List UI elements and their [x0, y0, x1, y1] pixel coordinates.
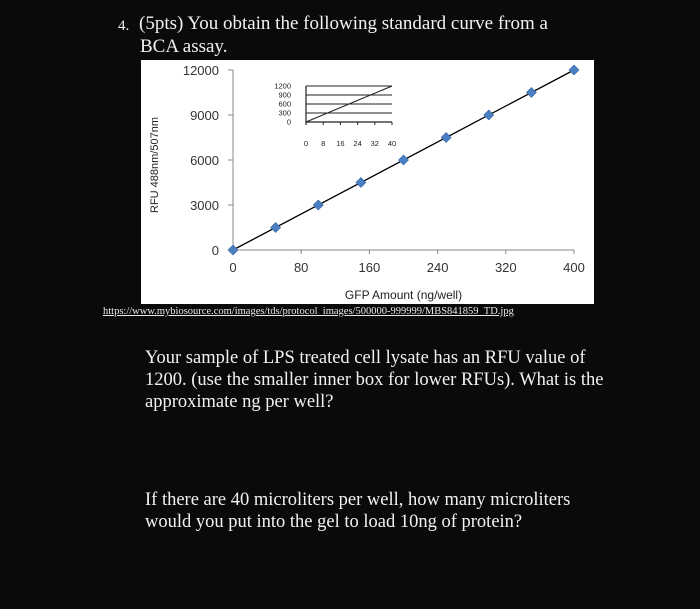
x-tick-label: 240 [426, 260, 449, 275]
standard-curve-chart [141, 60, 594, 304]
x-tick-label: 160 [358, 260, 381, 275]
inset-x-tick-label: 16 [336, 139, 345, 148]
prompt-volume-question: If there are 40 microliters per well, how many microliters would you put into the gel to load 10ng of protein? [145, 490, 571, 532]
data-point-marker [313, 200, 323, 210]
inset-x-tick-label: 24 [353, 139, 362, 148]
inset-y-tick-label: 0 [286, 117, 291, 127]
standard-curve-svg [141, 60, 594, 304]
data-point-marker [228, 245, 238, 255]
question-line-1: (5pts) You obtain the following standard curve from a [139, 13, 548, 34]
data-point-marker [441, 133, 451, 143]
prompt-rfu-question: Your sample of LPS treated cell lysate has an RFU value of 1200. (use the smaller inner box for lower RFUs). What is the approximate ng per well? [145, 348, 604, 412]
inset-x-tick-label: 0 [303, 139, 309, 148]
source-url-link[interactable]: https://www.mybiosource.com/images/tds/protocol_images/500000-999999/MBS841859_TD.jpg [103, 306, 514, 317]
inset-y-tick-label: 600 [278, 99, 291, 109]
y-axis-title: RFU 488nm/507nm [149, 117, 161, 213]
inset-x-tick-label: 40 [387, 139, 397, 148]
x-tick-label: 0 [229, 260, 237, 275]
y-tick-label: 9000 [190, 108, 219, 123]
question-line-2: BCA assay. [140, 36, 228, 57]
data-point-marker [526, 88, 536, 98]
y-tick-label: 6000 [190, 153, 219, 168]
inset-y-tick-label: 1200 [274, 81, 291, 91]
x-tick-label: 400 [563, 260, 585, 275]
data-point-marker [271, 223, 281, 233]
y-tick-label: 0 [211, 243, 219, 258]
data-point-marker [356, 178, 366, 188]
data-point-marker [569, 65, 579, 75]
y-tick-label: 3000 [190, 198, 219, 213]
inset-x-tick-label: 32 [370, 139, 379, 148]
data-point-marker [484, 110, 494, 120]
inset-x-tick-label: 8 [321, 139, 326, 148]
inset-y-tick-label: 300 [278, 108, 291, 118]
y-tick-label: 12000 [182, 63, 219, 78]
x-axis-title: GFP Amount (ng/well) [344, 288, 463, 302]
inset-y-tick-label: 900 [278, 90, 291, 100]
x-tick-label: 320 [494, 260, 517, 275]
question-number: 4. [118, 18, 130, 34]
data-point-marker [399, 155, 409, 165]
x-tick-label: 80 [293, 260, 309, 275]
